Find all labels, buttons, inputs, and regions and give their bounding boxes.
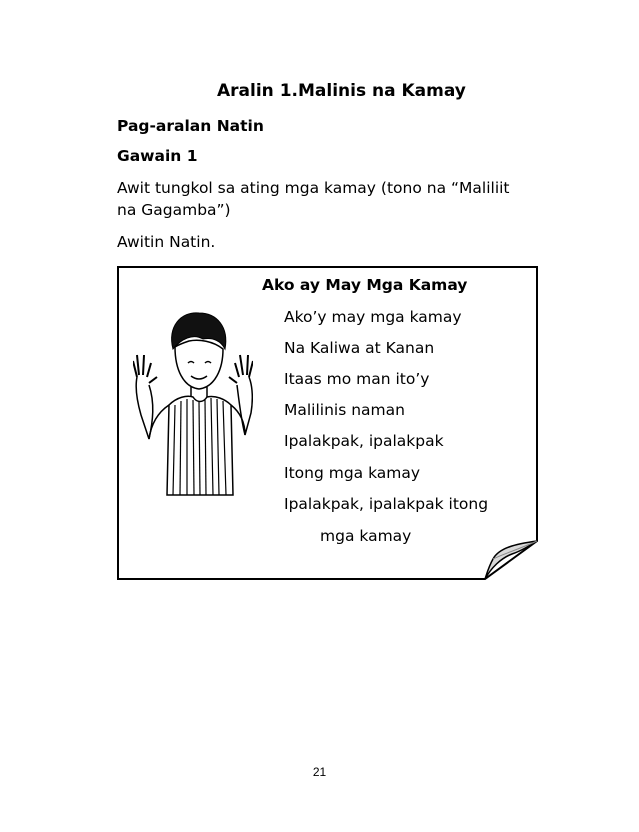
song-title: Ako ay May Mga Kamay — [262, 276, 468, 294]
song-line: Malilinis naman — [284, 401, 405, 419]
song-line: Na Kaliwa at Kanan — [284, 339, 435, 357]
prompt-text: Awitin Natin. — [117, 233, 216, 251]
activity-heading: Gawain 1 — [117, 147, 198, 165]
page-number: 21 — [312, 765, 327, 779]
section-heading: Pag-aralan Natin — [117, 117, 264, 135]
song-line: Itaas mo man ito’y — [284, 370, 430, 388]
boy-raising-hands-icon — [133, 305, 253, 505]
song-line: Ako’y may mga kamay — [284, 308, 462, 326]
song-line: Ipalakpak, ipalakpak itong — [284, 495, 489, 513]
lesson-title: Aralin 1.Malinis na Kamay — [217, 81, 466, 101]
instruction-line-1: Awit tungkol sa ating mga kamay (tono na “Maliliit — [117, 179, 510, 197]
song-line: mga kamay — [320, 527, 412, 545]
song-line: Ipalakpak, ipalakpak — [284, 432, 444, 450]
instruction-line-2: na Gagamba”) — [117, 201, 231, 219]
song-line: Itong mga kamay — [284, 464, 421, 482]
